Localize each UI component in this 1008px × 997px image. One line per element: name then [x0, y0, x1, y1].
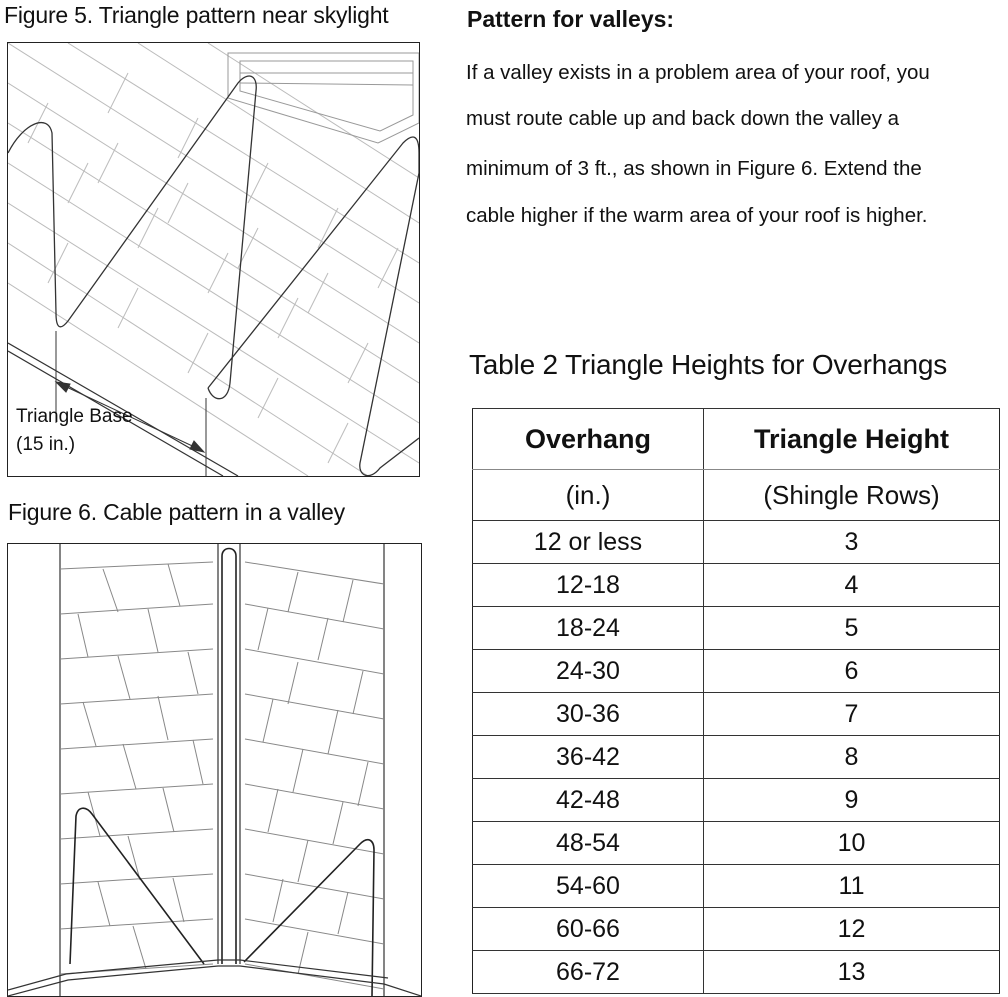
table-row	[473, 521, 1000, 564]
triangle-heights-table	[472, 408, 1000, 994]
valleys-line-3: minimum of 3 ft., as shown in Figure 6. Extend the	[466, 157, 922, 180]
table-row	[473, 908, 1000, 951]
table-row	[473, 693, 1000, 736]
overhang-unit: (in.)	[473, 470, 704, 521]
overhang-cell: 48-54	[473, 822, 704, 865]
table-row	[473, 736, 1000, 779]
table-header-row	[473, 409, 1000, 470]
overhang-cell: 24-30	[473, 650, 704, 693]
height-cell: 11	[704, 865, 1000, 908]
height-cell: 7	[704, 693, 1000, 736]
height-cell: 4	[704, 564, 1000, 607]
table-row	[473, 779, 1000, 822]
triangle-height-unit: (Shingle Rows)	[704, 470, 1000, 521]
figure-5-illustration	[7, 42, 420, 477]
figure-6-illustration	[7, 543, 422, 997]
height-cell: 6	[704, 650, 1000, 693]
overhang-cell: 60-66	[473, 908, 704, 951]
table-row	[473, 865, 1000, 908]
height-cell: 5	[704, 607, 1000, 650]
valley-drawing	[8, 544, 421, 996]
triangle-base-label	[16, 403, 133, 459]
triangle-base-text: Triangle Base	[16, 406, 133, 427]
valleys-line-1: If a valley exists in a problem area of your roof, you	[466, 61, 930, 84]
table-2-title: Table 2 Triangle Heights for Overhangs	[469, 349, 947, 380]
overhang-cell: 30-36	[473, 693, 704, 736]
table-row	[473, 607, 1000, 650]
height-cell: 13	[704, 951, 1000, 994]
triangle-base-size: (15 in.)	[16, 434, 76, 455]
table-row	[473, 822, 1000, 865]
valleys-heading: Pattern for valleys:	[467, 6, 675, 32]
table-row	[473, 650, 1000, 693]
overhang-cell: 12 or less	[473, 521, 704, 564]
height-cell: 10	[704, 822, 1000, 865]
overhang-cell: 18-24	[473, 607, 704, 650]
overhang-cell: 42-48	[473, 779, 704, 822]
table-row	[473, 951, 1000, 994]
overhang-cell: 12-18	[473, 564, 704, 607]
height-cell: 9	[704, 779, 1000, 822]
valleys-line-4: cable higher if the warm area of your roof is higher.	[466, 204, 928, 227]
figure-6-title: Figure 6. Cable pattern in a valley	[8, 499, 345, 525]
overhang-header: Overhang	[473, 409, 704, 470]
overhang-cell: 36-42	[473, 736, 704, 779]
triangle-height-header: Triangle Height	[704, 409, 1000, 470]
valleys-line-2: must route cable up and back down the valley a	[466, 107, 900, 130]
overhang-cell: 66-72	[473, 951, 704, 994]
height-cell: 8	[704, 736, 1000, 779]
height-cell: 3	[704, 521, 1000, 564]
figure-5-title: Figure 5. Triangle pattern near skylight	[4, 2, 389, 28]
table-units-row	[473, 470, 1000, 521]
height-cell: 12	[704, 908, 1000, 951]
overhang-cell: 54-60	[473, 865, 704, 908]
table-row	[473, 564, 1000, 607]
